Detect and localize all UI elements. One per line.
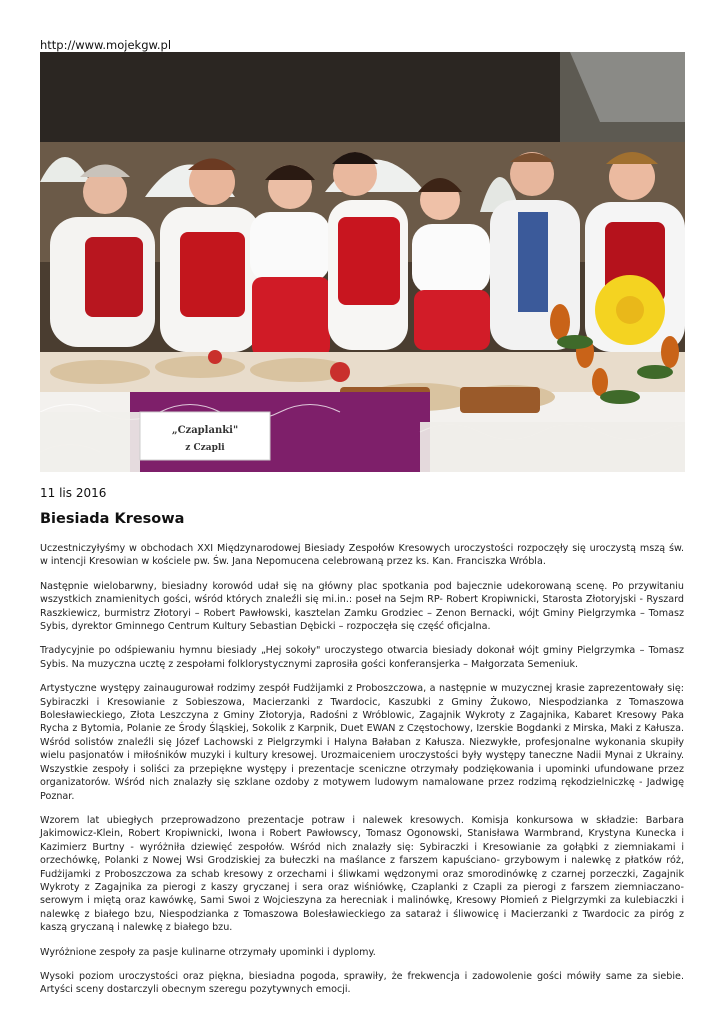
article-paragraph: Wyróżnione zespoły za pasje kulinarne otrzymały upominki i dyplomy.	[40, 946, 376, 958]
article-body	[40, 542, 684, 1008]
source-url: http://www.mojekgw.pl	[40, 38, 172, 52]
article-photo	[40, 52, 685, 472]
article-date: 11 lis 2016	[40, 486, 107, 500]
photo-sign-line2: z Czapli	[185, 443, 225, 453]
article-paragraph: Wysoki poziom uroczystości oraz piękna, biesiadna pogoda, sprawiły, że frekwencja i zadowolenie gości mówiły same za siebie. Artyści sceny dostarczyli obecnym szeregu pozytywnych emocji.	[40, 970, 684, 996]
article-paragraph: Następnie wielobarwny, biesiadny korowód udał się na główny plac spotkania pod bajecznie udekorowaną scenę. Po przywitaniu wszystkich znamienitych gości, wśród których znaleźli się mi.in.: poseł na Sejm RP- Robert Kropiwnicki, Starosta Złotoryjski - Ryszard Raszkiewicz, burmistrz Złotoryi – Robert Pawłowski, kasztelan Zamku Grodziec – Zenon Bernacki, wójt Gminy Pielgrzymka – Tomasz Sybis, dyrektor Gminnego Centrum Kultury Sebastian Dębicki – rozpoczęła się część oficjalna.	[40, 580, 684, 633]
article-paragraph: Wzorem lat ubiegłych przeprowadzono prezentacje potraw i nalewek kresowych. Komisja konkursowa w składzie: Barbara Jakimowicz-Klein, Robert Kropiwnicki, Iwona i Robert Pawłowscy, Tomasz Ogonowski, Stanisława Warmbrand, Krystyna Kunecka i Kazimierz Burtny - wyróżniła dziewięć zespołów. Wśród nich znalazły się: Sybiraczki i Kresowianie za gołąbki z ziemniakami i orzechówkę, Polanki z Nowej Wsi Grodziskiej za bułeczki na maślance z farszem kapuściano- grzybowym i nalewkę z płatków róż, Fudżijamki z Proboszczowa za schab kresowy z orzechami i śliwkami wędzonymi oraz smorodinówkę z czarnej porzeczki, Zagajnik Wykroty z Zagajnika za pierogi z kaszy gryczanej i sera oraz wiśniówkę, Czaplanki z Czapli za pierogi z farszem ziemniaczano-serowym i miętą oraz kawówkę, Sami Swoi z Wojcieszyna za herecniak i malinówkę, Kresowy Płomień z Pielgrzymki za kulebiaczki i nalewkę z białego bzu, Niespodzianka z Tomaszowa Bolesławieckiego za sataraż i śliwowicę i Macierzanki z Twardocic za piróg z kaszą gryczaną i nalewkę z białego bzu.	[40, 814, 684, 934]
article-title: Biesiada Kresowa	[40, 511, 185, 527]
article-paragraph: Tradycyjnie po odśpiewaniu hymnu biesiady „Hej sokoły" uroczystego otwarcia biesiady dokonał wójt gminy Pielgrzymka – Tomasz Sybis. Na muzyczna ucztę z zespołami folklorystycznymi zaprosiła gości konferansjerka – Małgorzata Semeniuk.	[40, 645, 684, 670]
article-paragraph: Uczestniczyłyśmy w obchodach XXI Międzynarodowej Biesiady Zespołów Kresowych uroczystości rozpoczęły się uroczystą mszą św. w intencji Kresowian w kościele pw. Św. Jana Nepomucena celebrowaną przez ks. Kan. Franciszka Wróbla.	[40, 543, 684, 568]
photo-sign-line1: „Czaplanki"	[171, 425, 239, 436]
article-paragraph: Artystyczne występy zainaugurował rodzimy zespół Fudżijamki z Proboszczowa, a następnie w muzycznej krasie zaprezentowały się: Sybiraczki i Kresowianie z Sobieszowa, Macierzanki z Twardocic, Kaszubki z Gminy Żukowo, Niespodzianka z Tomaszowa Bolesławieckiego, Złota Leszczyna z Gminy Złotoryja, Radośni z Wróblowic, Zagajnik Wykroty z Zagajnika, Kabaret Kresowy Paka Rycha z Bytomia, Polanie ze Środy Śląskiej, Sokolik z Karpnik, Duet EWAN z Częstochowy, Izerskie Bogdanki z Mirska, Maki z Kałusza. Wśród solistów znaleźli się Józef Lachowski z Pielgrzymki i Halyna Bałaban z Kałusza. Niezwykłe, profesjonalne wykonania skupiły wielu pasjonatów i miłośników muzyki i kultury kresowej. Urozmaiceniem uroczystości były występy taneczne Nadii Mynai z Ukrainy. Wszystkie zespoły i soliści za przepiękne występy i prezentacje sceniczne otrzymały podziękowania i upominki ufundowane przez organizatorów. Wśród nich znalazły się szklane ozdoby z motywem ludowym namalowane przez rodzimą rękodzielniczkę - Jadwigę Poznar.	[40, 683, 684, 802]
